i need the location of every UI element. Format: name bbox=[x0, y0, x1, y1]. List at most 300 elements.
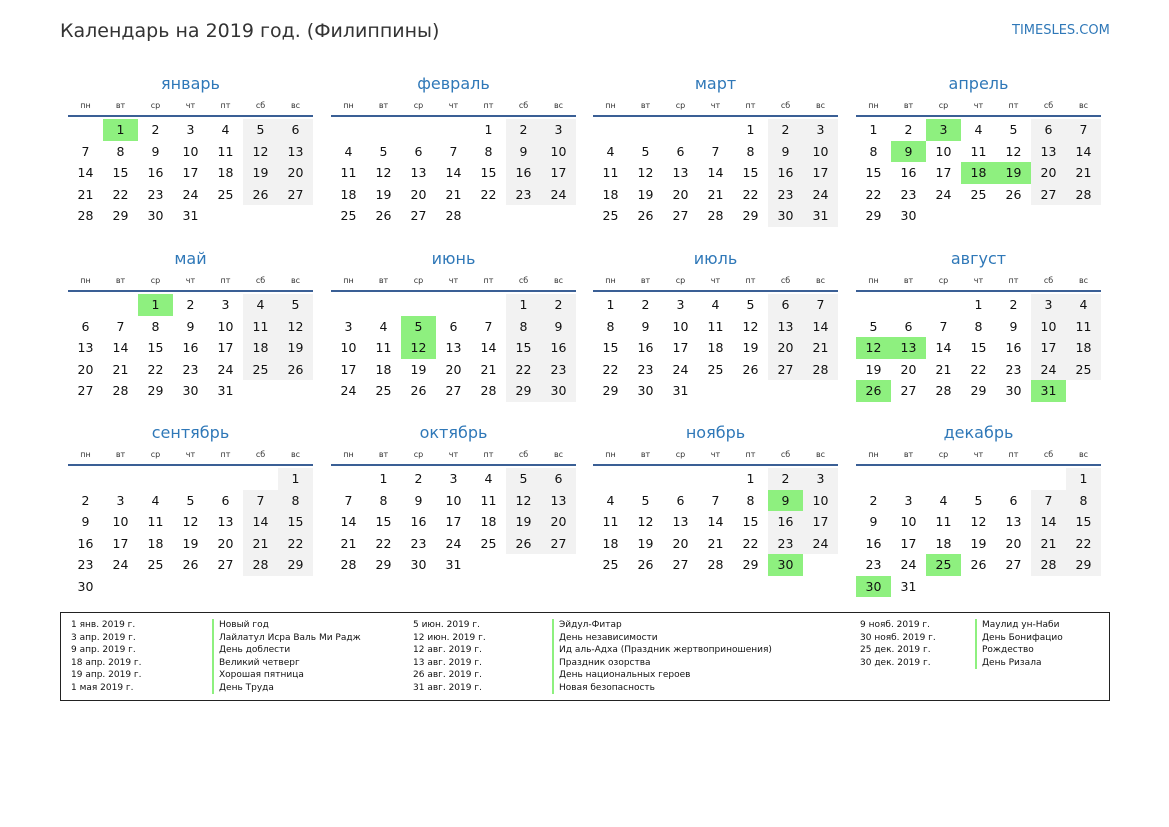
day-cell: 12 bbox=[243, 141, 278, 163]
day-cell: 8 bbox=[1066, 490, 1101, 512]
day-cell: 22 bbox=[147, 361, 164, 377]
day-cell: 3 bbox=[541, 119, 576, 141]
weekday-label: вс bbox=[815, 276, 826, 285]
day-cell: 30 bbox=[768, 205, 803, 227]
header-divider bbox=[331, 290, 576, 292]
day-cell: 28 bbox=[112, 383, 129, 398]
day-cell: 6 bbox=[278, 119, 313, 141]
day-cell: 10 bbox=[803, 490, 838, 512]
day-cell: 16 bbox=[865, 535, 882, 551]
day-cell: 24 bbox=[900, 557, 917, 572]
weekday-label: пн bbox=[605, 450, 616, 459]
day-cell: 2 bbox=[904, 122, 913, 137]
weekday-label: чт bbox=[448, 276, 459, 285]
holiday-name: Эйдул-Фитар bbox=[552, 619, 622, 632]
weekday-label: ср bbox=[938, 450, 949, 459]
weekday-label: пн bbox=[605, 101, 616, 110]
holiday-date: 1 мая 2019 г. bbox=[71, 682, 134, 693]
day-cell: 9 bbox=[81, 514, 90, 529]
day-cell: 23 bbox=[865, 557, 882, 572]
day-cell: 10 bbox=[672, 318, 689, 334]
holiday-name: Новый год bbox=[212, 619, 269, 632]
day-cell: 3 bbox=[186, 122, 195, 137]
day-cell: 20 bbox=[410, 186, 427, 202]
day-cell: 14 bbox=[1031, 511, 1066, 533]
holiday-name: Новая безопасность bbox=[552, 682, 655, 695]
day-cell: 28 bbox=[803, 359, 838, 381]
holiday-day-cell: 5 bbox=[401, 316, 436, 338]
weekday-label: вт bbox=[115, 450, 126, 459]
day-cell: 31 bbox=[803, 205, 838, 227]
weekday-label: вс bbox=[1078, 276, 1089, 285]
day-cell: 7 bbox=[939, 318, 948, 334]
day-cell: 2 bbox=[641, 297, 650, 312]
header-divider bbox=[856, 464, 1101, 466]
holiday-day-cell: 12 bbox=[401, 337, 436, 359]
weekday-label: вт bbox=[378, 276, 389, 285]
site-link[interactable]: TIMESLES.COM bbox=[1012, 23, 1110, 38]
day-cell: 9 bbox=[414, 492, 423, 508]
weekday-label: чт bbox=[448, 450, 459, 459]
weekday-label: пт bbox=[745, 101, 756, 110]
day-cell: 24 bbox=[803, 184, 838, 206]
page-title: Календарь на 2019 год. (Филиппины) bbox=[60, 20, 440, 42]
weekday-label: чт bbox=[185, 450, 196, 459]
day-cell: 9 bbox=[869, 514, 878, 529]
month-name: ноябрь bbox=[685, 423, 746, 442]
weekday-label: сб bbox=[255, 450, 266, 459]
day-cell: 27 bbox=[445, 383, 462, 398]
day-cell: 9 bbox=[641, 318, 650, 334]
day-cell: 11 bbox=[1066, 316, 1101, 338]
day-cell: 18 bbox=[340, 186, 357, 202]
day-cell: 20 bbox=[1031, 162, 1066, 184]
day-cell: 1 bbox=[278, 468, 313, 490]
day-cell: 25 bbox=[602, 208, 619, 223]
day-cell: 3 bbox=[904, 492, 913, 508]
day-cell: 13 bbox=[768, 316, 803, 338]
header-divider bbox=[331, 464, 576, 466]
month-name: июнь bbox=[431, 249, 476, 268]
day-cell: 6 bbox=[449, 318, 458, 334]
header-divider bbox=[593, 464, 838, 466]
day-cell: 8 bbox=[506, 316, 541, 338]
day-cell: 3 bbox=[803, 119, 838, 141]
weekday-label: сб bbox=[255, 276, 266, 285]
day-cell: 8 bbox=[151, 318, 160, 334]
day-cell: 6 bbox=[221, 492, 230, 508]
day-cell: 12 bbox=[742, 318, 759, 334]
weekday-label: чт bbox=[710, 276, 721, 285]
day-cell: 23 bbox=[1005, 361, 1022, 377]
day-cell: 28 bbox=[480, 383, 497, 398]
day-cell: 13 bbox=[278, 141, 313, 163]
day-cell: 25 bbox=[217, 186, 234, 202]
day-cell: 3 bbox=[1031, 294, 1066, 316]
day-cell: 4 bbox=[484, 471, 493, 486]
day-cell: 10 bbox=[445, 492, 462, 508]
holiday-name: День национальных героев bbox=[552, 669, 690, 682]
day-cell: 2 bbox=[768, 468, 803, 490]
day-cell: 21 bbox=[112, 361, 129, 377]
day-cell: 14 bbox=[77, 165, 94, 180]
day-cell: 5 bbox=[974, 492, 983, 508]
day-cell: 2 bbox=[869, 492, 878, 508]
weekday-label: пт bbox=[1008, 276, 1019, 285]
day-cell: 25 bbox=[1066, 359, 1101, 381]
day-cell: 19 bbox=[970, 535, 987, 551]
day-cell: 16 bbox=[77, 535, 94, 551]
day-cell: 6 bbox=[676, 143, 685, 159]
holiday-date: 12 авг. 2019 г. bbox=[413, 645, 482, 655]
holiday-day-cell: 9 bbox=[891, 141, 926, 163]
day-cell: 19 bbox=[637, 535, 654, 551]
day-cell: 13 bbox=[445, 340, 462, 355]
day-cell: 20 bbox=[1005, 535, 1022, 551]
day-cell: 15 bbox=[112, 165, 129, 180]
day-cell: 22 bbox=[742, 186, 759, 202]
day-cell: 10 bbox=[112, 514, 129, 529]
holiday-date: 1 янв. 2019 г. bbox=[71, 620, 136, 630]
day-cell: 9 bbox=[506, 141, 541, 163]
month-name: февраль bbox=[417, 74, 490, 93]
day-cell: 7 bbox=[449, 143, 458, 159]
day-cell: 18 bbox=[602, 535, 619, 551]
weekday-label: ср bbox=[675, 276, 686, 285]
day-cell: 10 bbox=[541, 141, 576, 163]
day-cell: 7 bbox=[1066, 119, 1101, 141]
day-cell: 22 bbox=[112, 186, 129, 202]
day-cell: 17 bbox=[445, 514, 462, 529]
day-cell: 23 bbox=[900, 186, 917, 202]
day-cell: 5 bbox=[641, 143, 650, 159]
day-cell: 9 bbox=[186, 318, 195, 334]
day-cell: 26 bbox=[410, 383, 427, 398]
holiday-name: Великий четверг bbox=[212, 657, 300, 670]
day-cell: 7 bbox=[243, 490, 278, 512]
day-cell: 26 bbox=[637, 208, 654, 223]
day-cell: 1 bbox=[606, 297, 615, 312]
weekday-label: пн bbox=[868, 276, 879, 285]
day-cell: 12 bbox=[278, 316, 313, 338]
day-cell: 25 bbox=[243, 359, 278, 381]
holiday-day-cell: 25 bbox=[926, 554, 961, 576]
day-cell: 7 bbox=[711, 143, 720, 159]
day-cell: 30 bbox=[77, 578, 94, 594]
holiday-day-cell: 3 bbox=[926, 119, 961, 141]
day-cell: 21 bbox=[1066, 162, 1101, 184]
weekday-label: пн bbox=[605, 276, 616, 285]
day-cell: 8 bbox=[974, 318, 983, 334]
holiday-date: 12 июн. 2019 г. bbox=[413, 632, 486, 643]
day-cell: 8 bbox=[484, 143, 493, 159]
weekday-label: пн bbox=[80, 276, 91, 285]
day-cell: 14 bbox=[707, 514, 724, 529]
weekday-label: чт bbox=[185, 101, 196, 110]
day-cell: 22 bbox=[865, 186, 882, 202]
weekday-label: пт bbox=[220, 101, 231, 110]
day-cell: 23 bbox=[77, 557, 94, 572]
day-cell: 14 bbox=[935, 340, 952, 355]
day-cell: 4 bbox=[151, 492, 160, 508]
day-cell: 28 bbox=[1031, 554, 1066, 576]
day-cell: 26 bbox=[278, 359, 313, 381]
holiday-day-cell: 26 bbox=[856, 380, 891, 402]
day-cell: 5 bbox=[746, 297, 755, 312]
holiday-day-cell: 18 bbox=[961, 162, 996, 184]
header-divider bbox=[331, 115, 576, 117]
weekday-label: пт bbox=[745, 450, 756, 459]
day-cell: 30 bbox=[541, 380, 576, 402]
day-cell: 28 bbox=[445, 208, 462, 223]
day-cell: 19 bbox=[278, 337, 313, 359]
day-cell: 21 bbox=[480, 361, 497, 377]
day-cell: 22 bbox=[506, 359, 541, 381]
day-cell: 16 bbox=[768, 162, 803, 184]
day-cell: 1 bbox=[746, 122, 755, 137]
day-cell: 8 bbox=[116, 143, 125, 159]
day-cell: 16 bbox=[1005, 340, 1022, 355]
day-cell: 17 bbox=[1031, 337, 1066, 359]
day-cell: 20 bbox=[672, 186, 689, 202]
day-cell: 31 bbox=[182, 208, 199, 223]
weekday-label: пн bbox=[868, 101, 879, 110]
day-cell: 17 bbox=[112, 535, 129, 551]
header-divider bbox=[593, 115, 838, 117]
day-cell: 27 bbox=[77, 383, 94, 398]
day-cell: 10 bbox=[803, 141, 838, 163]
day-cell: 31 bbox=[445, 557, 462, 572]
day-cell: 2 bbox=[768, 119, 803, 141]
day-cell: 6 bbox=[414, 143, 423, 159]
weekday-label: вт bbox=[903, 101, 914, 110]
day-cell: 19 bbox=[375, 186, 392, 202]
day-cell: 30 bbox=[182, 383, 199, 398]
holiday-day-cell: 30 bbox=[856, 576, 891, 598]
day-cell: 20 bbox=[445, 361, 462, 377]
day-cell: 21 bbox=[803, 337, 838, 359]
day-cell: 29 bbox=[278, 554, 313, 576]
day-cell: 5 bbox=[506, 468, 541, 490]
weekday-label: вс bbox=[553, 276, 564, 285]
day-cell: 13 bbox=[410, 165, 427, 180]
weekday-label: сб bbox=[518, 101, 529, 110]
day-cell: 15 bbox=[865, 165, 882, 180]
holiday-name: Хорошая пятница bbox=[212, 669, 304, 682]
weekday-label: пт bbox=[1008, 450, 1019, 459]
day-cell: 18 bbox=[935, 535, 952, 551]
day-cell: 12 bbox=[637, 514, 654, 529]
holiday-day-cell: 1 bbox=[138, 294, 173, 316]
day-cell: 2 bbox=[151, 122, 160, 137]
day-cell: 1 bbox=[379, 471, 388, 486]
weekday-label: пн bbox=[343, 450, 354, 459]
day-cell: 26 bbox=[506, 533, 541, 555]
day-cell: 24 bbox=[541, 184, 576, 206]
month-name: октябрь bbox=[419, 423, 488, 442]
day-cell: 29 bbox=[112, 208, 129, 223]
weekday-label: ср bbox=[675, 450, 686, 459]
holiday-day-cell: 30 bbox=[768, 554, 803, 576]
day-cell: 13 bbox=[672, 165, 689, 180]
day-cell: 27 bbox=[672, 557, 689, 572]
holiday-date: 25 дек. 2019 г. bbox=[860, 645, 931, 655]
day-cell: 2 bbox=[414, 471, 423, 486]
day-cell: 4 bbox=[606, 492, 615, 508]
weekday-label: сб bbox=[255, 101, 266, 110]
day-cell: 23 bbox=[147, 186, 164, 202]
day-cell: 11 bbox=[707, 318, 724, 334]
day-cell: 9 bbox=[541, 316, 576, 338]
day-cell: 23 bbox=[541, 359, 576, 381]
month-name: март bbox=[694, 74, 737, 93]
day-cell: 27 bbox=[1031, 184, 1066, 206]
day-cell: 22 bbox=[480, 186, 497, 202]
day-cell: 11 bbox=[243, 316, 278, 338]
day-cell: 19 bbox=[243, 162, 278, 184]
weekday-label: ср bbox=[413, 101, 424, 110]
day-cell: 17 bbox=[672, 340, 689, 355]
weekday-label: вс bbox=[815, 450, 826, 459]
day-cell: 8 bbox=[746, 143, 755, 159]
day-cell: 8 bbox=[278, 490, 313, 512]
header-divider bbox=[68, 464, 313, 466]
day-cell: 20 bbox=[278, 162, 313, 184]
day-cell: 16 bbox=[541, 337, 576, 359]
day-cell: 26 bbox=[970, 557, 987, 572]
day-cell: 17 bbox=[182, 165, 199, 180]
weekday-label: вс bbox=[290, 450, 301, 459]
weekday-label: чт bbox=[973, 101, 984, 110]
month-name: апрель bbox=[948, 74, 1009, 93]
day-cell: 2 bbox=[506, 119, 541, 141]
day-cell: 28 bbox=[77, 208, 94, 223]
day-cell: 6 bbox=[676, 492, 685, 508]
holiday-name: День доблести bbox=[212, 644, 290, 657]
day-cell: 30 bbox=[410, 557, 427, 572]
day-cell: 17 bbox=[935, 165, 952, 180]
holiday-date: 18 апр. 2019 г. bbox=[71, 657, 142, 668]
month-name: январь bbox=[161, 74, 220, 93]
weekday-label: пт bbox=[483, 101, 494, 110]
day-cell: 28 bbox=[1066, 184, 1101, 206]
day-cell: 11 bbox=[340, 165, 357, 180]
day-cell: 16 bbox=[147, 165, 164, 180]
holiday-date: 9 нояб. 2019 г. bbox=[860, 620, 931, 630]
day-cell: 6 bbox=[81, 318, 90, 334]
holiday-name: День Труда bbox=[212, 682, 274, 695]
day-cell: 19 bbox=[865, 361, 882, 377]
day-cell: 20 bbox=[900, 361, 917, 377]
day-cell: 4 bbox=[606, 143, 615, 159]
weekday-label: ср bbox=[413, 276, 424, 285]
weekday-label: вс bbox=[1078, 101, 1089, 110]
day-cell: 11 bbox=[147, 514, 164, 529]
day-cell: 29 bbox=[742, 557, 759, 572]
day-cell: 23 bbox=[506, 184, 541, 206]
weekday-label: вт bbox=[903, 450, 914, 459]
day-cell: 15 bbox=[1066, 511, 1101, 533]
day-cell: 17 bbox=[340, 361, 357, 377]
day-cell: 26 bbox=[1005, 186, 1022, 202]
day-cell: 15 bbox=[506, 337, 541, 359]
day-cell: 21 bbox=[243, 533, 278, 555]
day-cell: 8 bbox=[746, 492, 755, 508]
day-cell: 4 bbox=[1066, 294, 1101, 316]
day-cell: 1 bbox=[746, 471, 755, 486]
day-cell: 15 bbox=[147, 340, 164, 355]
day-cell: 25 bbox=[707, 361, 724, 377]
day-cell: 13 bbox=[672, 514, 689, 529]
day-cell: 12 bbox=[506, 490, 541, 512]
day-cell: 15 bbox=[742, 165, 759, 180]
day-cell: 13 bbox=[1005, 514, 1022, 529]
day-cell: 12 bbox=[375, 165, 392, 180]
day-cell: 26 bbox=[742, 361, 759, 377]
day-cell: 13 bbox=[541, 490, 576, 512]
day-cell: 14 bbox=[445, 165, 462, 180]
day-cell: 3 bbox=[449, 471, 458, 486]
weekday-label: сб bbox=[518, 276, 529, 285]
header-divider bbox=[856, 290, 1101, 292]
weekday-label: вт bbox=[640, 101, 651, 110]
holiday-date: 9 апр. 2019 г. bbox=[71, 645, 136, 655]
day-cell: 12 bbox=[1005, 143, 1022, 159]
weekday-label: сб bbox=[780, 276, 791, 285]
holiday-name: День Бонифацио bbox=[975, 632, 1063, 645]
weekday-label: ср bbox=[150, 450, 161, 459]
day-cell: 14 bbox=[1066, 141, 1101, 163]
day-cell: 4 bbox=[344, 143, 353, 159]
day-cell: 20 bbox=[217, 535, 234, 551]
day-cell: 21 bbox=[77, 186, 94, 202]
day-cell: 23 bbox=[637, 361, 654, 377]
day-cell: 18 bbox=[147, 535, 164, 551]
day-cell: 27 bbox=[672, 208, 689, 223]
day-cell: 17 bbox=[541, 162, 576, 184]
holiday-name: День независимости bbox=[552, 632, 658, 645]
day-cell: 13 bbox=[1031, 141, 1066, 163]
day-cell: 22 bbox=[742, 535, 759, 551]
day-cell: 10 bbox=[900, 514, 917, 529]
day-cell: 14 bbox=[243, 511, 278, 533]
day-cell: 30 bbox=[147, 208, 164, 223]
weekday-label: чт bbox=[973, 450, 984, 459]
day-cell: 11 bbox=[970, 143, 987, 159]
holiday-date: 5 июн. 2019 г. bbox=[413, 620, 480, 630]
day-cell: 18 bbox=[375, 361, 392, 377]
weekday-label: вт bbox=[115, 101, 126, 110]
day-cell: 25 bbox=[340, 208, 357, 223]
day-cell: 9 bbox=[768, 141, 803, 163]
day-cell: 20 bbox=[768, 337, 803, 359]
weekday-label: ср bbox=[938, 276, 949, 285]
day-cell: 29 bbox=[742, 208, 759, 223]
day-cell: 24 bbox=[445, 535, 462, 551]
weekday-label: сб bbox=[1043, 450, 1054, 459]
day-cell: 9 bbox=[151, 143, 160, 159]
day-cell: 4 bbox=[974, 122, 983, 137]
day-cell: 21 bbox=[935, 361, 952, 377]
day-cell: 16 bbox=[900, 165, 917, 180]
weekday-label: вт bbox=[640, 450, 651, 459]
weekday-label: пт bbox=[483, 276, 494, 285]
day-cell: 18 bbox=[1066, 337, 1101, 359]
day-cell: 24 bbox=[340, 383, 357, 398]
day-cell: 1 bbox=[1066, 468, 1101, 490]
weekday-label: вт bbox=[378, 101, 389, 110]
day-cell: 10 bbox=[1031, 316, 1066, 338]
